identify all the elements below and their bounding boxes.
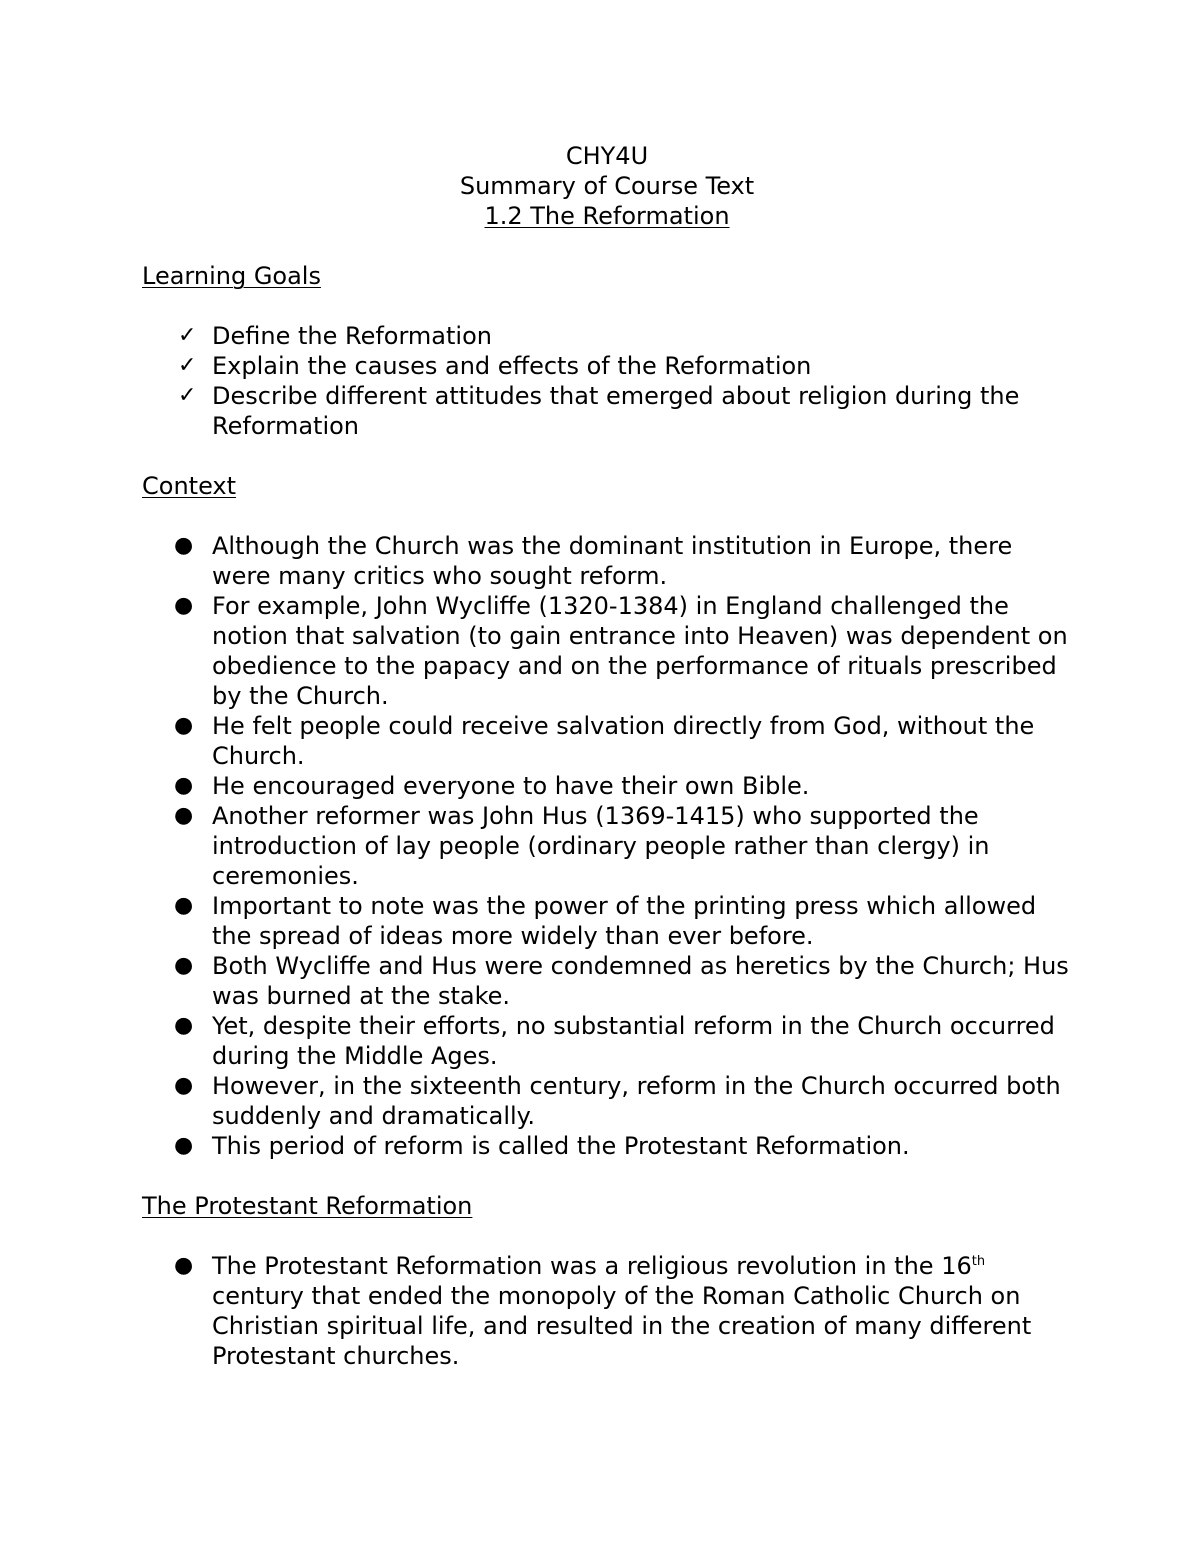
- bullet-icon: ●: [174, 533, 194, 558]
- context-heading-line: [142, 471, 1072, 501]
- context-item-text: However, in the sixteenth century, reform in the Church occurred both suddenly and dramatically.: [212, 1072, 1061, 1130]
- list-item: [142, 891, 1072, 951]
- bullet-icon: ●: [174, 713, 194, 738]
- context-item-text: Both Wycliffe and Hus were condemned as heretics by the Church; Hus was burned at the stake.: [212, 952, 1069, 1010]
- bullet-icon: ●: [174, 893, 194, 918]
- list-item: [142, 801, 1072, 891]
- checkmark-icon: ✓: [178, 323, 197, 348]
- learning-goals-heading-line: [142, 261, 1072, 291]
- context-heading: Context: [142, 472, 237, 500]
- list-item: [142, 1071, 1072, 1131]
- learning-goals-heading: Learning Goals: [142, 262, 321, 290]
- context-item-text: Important to note was the power of the printing press which allowed the spread of ideas more widely than ever before.: [212, 892, 1037, 950]
- context-item-text: This period of reform is called the Protestant Reformation.: [212, 1132, 910, 1160]
- unit-title-line: [142, 201, 1072, 231]
- context-item-text: Another reformer was John Hus (1369-1415) who supported the introduction of lay people (ordinary people rather than clergy) in ceremonies.: [212, 802, 990, 890]
- bullet-icon: ●: [174, 1253, 194, 1278]
- context-item-text: For example, John Wycliffe (1320-1384) in England challenged the notion that salvation (to gain entrance into Heaven) was dependent on obedience to the papacy and on the performance of rituals prescribed by the Church.: [212, 592, 1068, 710]
- ordinal-superscript: th: [971, 1254, 986, 1269]
- list-item: [142, 1131, 1072, 1161]
- list-item: [142, 1011, 1072, 1071]
- unit-title: 1.2 The Reformation: [484, 202, 730, 230]
- protestant-item-text-start: The Protestant Reformation was a religious revolution in the 16: [212, 1252, 972, 1280]
- bullet-icon: ●: [174, 593, 194, 618]
- list-item: [142, 591, 1072, 711]
- list-item: [142, 351, 1072, 381]
- protestant-item-text-end: century that ended the monopoly of the Roman Catholic Church on Christian spiritual life, and resulted in the creation of many different Protestant churches.: [212, 1282, 1032, 1370]
- learning-goal-text: Describe different attitudes that emerged about religion during the Reformation: [212, 382, 1020, 440]
- protestant-reformation-heading: The Protestant Reformation: [142, 1192, 473, 1220]
- protestant-reformation-list: [142, 1251, 1072, 1371]
- bullet-icon: ●: [174, 1133, 194, 1158]
- list-item: [142, 531, 1072, 591]
- learning-goals-list: [142, 321, 1072, 441]
- checkmark-icon: ✓: [178, 383, 197, 408]
- context-list: [142, 531, 1072, 1161]
- list-item: [142, 1251, 1072, 1371]
- checkmark-icon: ✓: [178, 353, 197, 378]
- list-item: [142, 711, 1072, 771]
- bullet-icon: ●: [174, 803, 194, 828]
- learning-goal-text: Define the Reformation: [212, 322, 492, 350]
- list-item: [142, 321, 1072, 351]
- context-item-text: Although the Church was the dominant institution in Europe, there were many critics who sought reform.: [212, 532, 1013, 590]
- bullet-icon: ●: [174, 1073, 194, 1098]
- list-item: [142, 951, 1072, 1011]
- protestant-reformation-heading-line: [142, 1191, 1072, 1221]
- course-code: CHY4U: [565, 142, 649, 170]
- list-item: [142, 771, 1072, 801]
- bullet-icon: ●: [174, 773, 194, 798]
- bullet-icon: ●: [174, 953, 194, 978]
- document-subtitle: Summary of Course Text: [459, 172, 755, 200]
- context-item-text: Yet, despite their efforts, no substantial reform in the Church occurred during the Middle Ages.: [212, 1012, 1055, 1070]
- learning-goal-text: Explain the causes and effects of the Reformation: [212, 352, 812, 380]
- protestant-item-text: [212, 1252, 1031, 1370]
- bullet-icon: ●: [174, 1013, 194, 1038]
- document-content: [142, 141, 1072, 1371]
- context-item-text: He felt people could receive salvation directly from God, without the Church.: [212, 712, 1035, 770]
- list-item: [142, 381, 1072, 441]
- context-item-text: He encouraged everyone to have their own Bible.: [212, 772, 810, 800]
